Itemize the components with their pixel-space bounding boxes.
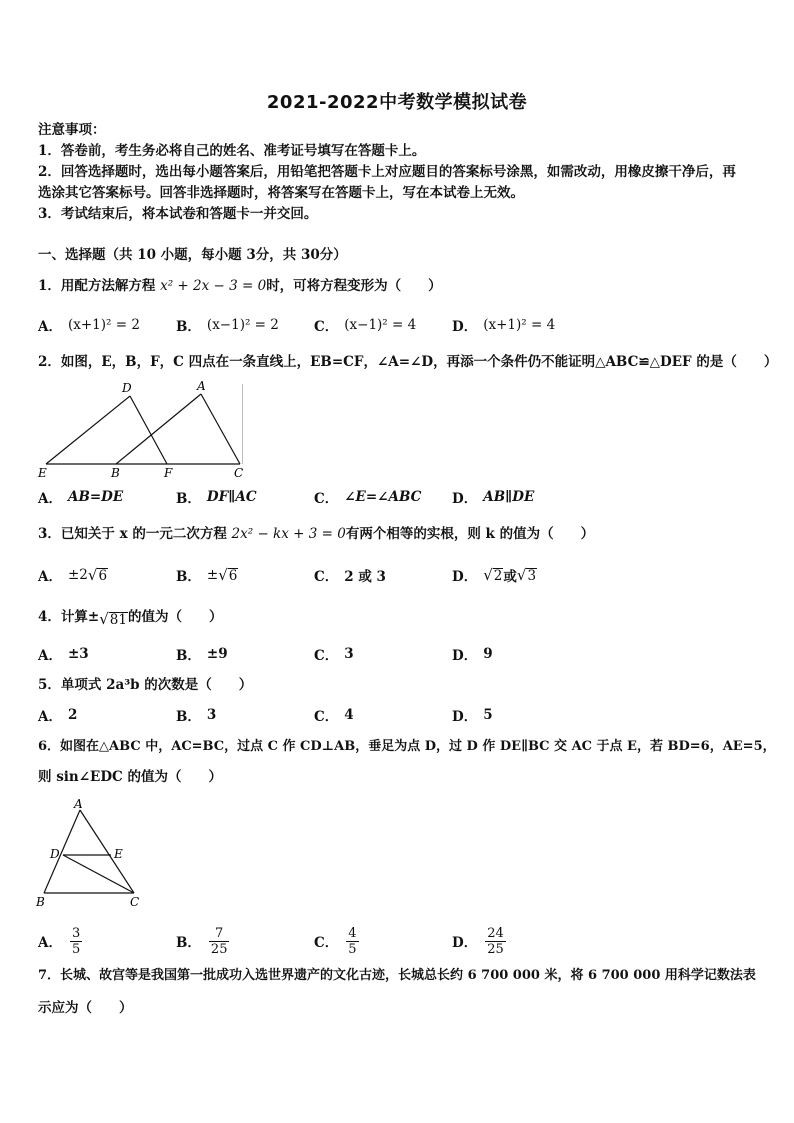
option-text: (x+1)² = 2 — [67, 317, 140, 333]
option-label: A． — [38, 569, 62, 585]
option-label: C． — [314, 491, 339, 507]
numerator: 3 — [71, 925, 81, 941]
section-heading: 一、选择题（共 10 小题，每小题 3分，共 30分） — [38, 247, 347, 263]
point-label-a: A — [197, 379, 206, 393]
option-label: C． — [314, 569, 339, 585]
option-text: (x+1)² = 4 — [483, 317, 556, 333]
option-label: D． — [452, 935, 478, 951]
option-text: 2 — [67, 707, 78, 723]
point-label-b: B — [111, 466, 120, 480]
option-text: (x−1)² = 2 — [206, 317, 279, 333]
denominator: 5 — [348, 941, 357, 957]
q1-options — [38, 312, 758, 338]
q1-option-b[interactable] — [176, 312, 279, 338]
point-label-e: E — [38, 466, 47, 480]
notice-item: 选涂其它答案标号。回答非选择题时，将答案写在答题卡上，写在本试卷上无效。 — [38, 185, 524, 201]
numerator: 7 — [215, 925, 224, 941]
option-label: C． — [314, 709, 339, 725]
q6-options — [38, 922, 758, 960]
q6-option-d[interactable] — [452, 922, 506, 960]
q1-option-a[interactable] — [38, 312, 140, 338]
notice-item: 1．答卷前，考生务必将自己的姓名、准考证号填写在答题卡上。 — [38, 143, 426, 159]
radicand: 81 — [109, 612, 127, 628]
point-label-c: C — [234, 466, 244, 480]
sqrt-symbol: √ 6 — [87, 565, 108, 584]
sqrt-symbol: √ 81 — [99, 610, 127, 628]
q4-option-a[interactable] — [38, 641, 89, 667]
sqrt-symbol: √ 6 — [218, 565, 238, 584]
q1-suffix: 时，可将方程变形为（ ） — [266, 278, 442, 294]
q3-option-c[interactable] — [314, 562, 386, 588]
option-text: ± — [206, 567, 219, 583]
option-connector: 或 — [503, 569, 517, 585]
radicand: 3 — [527, 567, 537, 584]
option-label: A． — [38, 709, 62, 725]
question-2: 2．如图，E，B，F，C 四点在一条直线上，EB=CF，∠A=∠D，再添一个条件仍不能证明△ABC≌△DEF 的是（ ） — [38, 354, 778, 370]
q3-prefix: 3．已知关于 x 的一元二次方程 — [38, 526, 232, 542]
option-text: (x−1)² = 4 — [344, 317, 417, 333]
point-label-d: D — [50, 847, 60, 861]
point-label-e: E — [114, 847, 123, 861]
point-label-f: F — [164, 466, 173, 480]
question-7-line-2: 示应为（ ） — [38, 1000, 133, 1016]
option-text: ±2 — [67, 567, 88, 583]
denominator: 5 — [71, 941, 81, 957]
option-label: C． — [314, 648, 339, 664]
q5-option-a[interactable] — [38, 702, 77, 728]
q1-option-c[interactable] — [314, 312, 416, 338]
denominator: 25 — [210, 941, 228, 957]
option-label: B． — [176, 648, 201, 664]
point-label-a: A — [74, 798, 83, 811]
q2-option-c[interactable] — [314, 484, 421, 510]
notice-item: 2．回答选择题时，选出每小题答案后，用铅笔把答题卡上对应题目的答案标号涂黑，如需改动，用橡皮擦干净后，再 — [38, 164, 736, 180]
q1-equation: x² + 2x − 3 = 0 — [160, 278, 267, 294]
radicand: 6 — [98, 567, 108, 584]
q5-option-c[interactable] — [314, 702, 354, 728]
point-label-d: D — [122, 381, 132, 395]
option-label: C． — [314, 319, 339, 335]
question-1 — [38, 276, 758, 296]
q3-option-b[interactable] — [176, 562, 238, 588]
q4-suffix: 的值为（ ） — [127, 609, 223, 625]
radicand: 2 — [493, 567, 503, 584]
option-text: 5 — [483, 707, 493, 723]
q3-option-a[interactable] — [38, 562, 108, 588]
option-label: A． — [38, 491, 62, 507]
q5-option-b[interactable] — [176, 702, 216, 728]
fraction — [346, 926, 358, 957]
fraction — [209, 926, 230, 957]
question-3 — [38, 524, 758, 544]
option-label: A． — [38, 935, 62, 951]
q6-option-a[interactable] — [38, 922, 82, 960]
option-label: D． — [452, 319, 478, 335]
point-label-c: C — [130, 895, 140, 909]
q4-option-b[interactable] — [176, 641, 228, 667]
denominator: 25 — [487, 941, 504, 957]
option-text: ±3 — [67, 646, 89, 662]
page-title: 2021-2022中考数学模拟试卷 — [266, 92, 528, 113]
option-label: B． — [176, 319, 201, 335]
option-text: 4 — [344, 707, 354, 723]
option-label: D． — [452, 648, 478, 664]
option-label: A． — [38, 648, 62, 664]
q6-figure — [34, 798, 154, 910]
q3-option-d[interactable] — [452, 562, 537, 588]
numerator: 24 — [487, 925, 504, 941]
q6-option-b[interactable] — [176, 922, 229, 960]
option-label: B． — [176, 935, 201, 951]
fraction — [485, 926, 506, 957]
option-text: 3 — [344, 646, 354, 662]
q4-options — [38, 641, 758, 667]
option-text: AB∥DE — [483, 489, 535, 505]
question-4 — [38, 607, 758, 627]
q3-equation: 2x² − kx + 3 = 0 — [231, 526, 346, 542]
option-text: DF∥AC — [206, 489, 257, 505]
option-text: ±9 — [206, 646, 228, 662]
q5-options — [38, 702, 758, 728]
option-label: D． — [452, 709, 478, 725]
q1-prefix: 1．用配方法解方程 — [38, 278, 161, 294]
notice-heading: 注意事项： — [38, 122, 106, 138]
question-6-line-2: 则 sin∠EDC 的值为（ ） — [38, 769, 222, 785]
notice-item: 3．考试结束后，将本试卷和答题卡一并交回。 — [38, 206, 318, 222]
q2-option-b[interactable] — [176, 484, 257, 510]
q2-option-a[interactable] — [38, 484, 123, 510]
option-text: AB=DE — [67, 489, 124, 505]
q6-option-c[interactable] — [314, 922, 359, 960]
point-label-b: B — [36, 895, 45, 909]
option-label: D． — [452, 491, 478, 507]
question-6-line-1: 6．如图在△ABC 中，AC=BC，过点 C 作 CD⊥AB，垂足为点 D，过 D 作 DE∥BC 交 AC 于点 E，若 BD=6，AE=5， — [38, 739, 776, 754]
segment-ba — [116, 394, 201, 464]
option-label: B． — [176, 569, 201, 585]
segment-ac — [80, 810, 134, 893]
q5-option-d[interactable] — [452, 702, 493, 728]
q2-figure — [34, 378, 249, 480]
segment-ed — [46, 396, 130, 464]
option-text: 2 或 3 — [344, 569, 386, 585]
option-label: B． — [176, 491, 201, 507]
fraction — [70, 926, 82, 957]
option-label: D． — [452, 569, 478, 585]
q3-suffix: 有两个相等的实根，则 k 的值为（ ） — [345, 526, 595, 542]
question-5: 5．单项式 2a³b 的次数是（ ） — [38, 677, 253, 693]
radicand: 6 — [228, 567, 238, 584]
option-label: C． — [314, 935, 339, 951]
q4-option-c[interactable] — [314, 641, 354, 667]
figure-frame-edge — [242, 384, 243, 464]
q4-prefix: 4．计算± — [38, 609, 100, 625]
q2-options — [38, 484, 758, 510]
sqrt-symbol: √ 3 — [516, 565, 537, 584]
q3-options — [38, 562, 758, 588]
numerator: 4 — [348, 925, 357, 941]
option-text: 9 — [483, 646, 493, 662]
q4-option-d[interactable] — [452, 641, 493, 667]
option-label: B． — [176, 709, 201, 725]
segment-ac — [201, 394, 240, 464]
question-7-line-1: 7．长城、故宫等是我国第一批成功入选世界遗产的文化古迹，长城总长约 6 700 000 米，将 6 700 000 用科学记数法表 — [38, 968, 756, 983]
option-text: 3 — [206, 707, 217, 723]
q2-option-d[interactable] — [452, 484, 534, 510]
segment-df — [130, 396, 167, 464]
sqrt-symbol: √ 2 — [483, 565, 503, 584]
q1-option-d[interactable] — [452, 312, 555, 338]
segment-dc — [63, 855, 134, 893]
option-label: A． — [38, 319, 62, 335]
option-text: ∠E=∠ABC — [344, 489, 422, 505]
